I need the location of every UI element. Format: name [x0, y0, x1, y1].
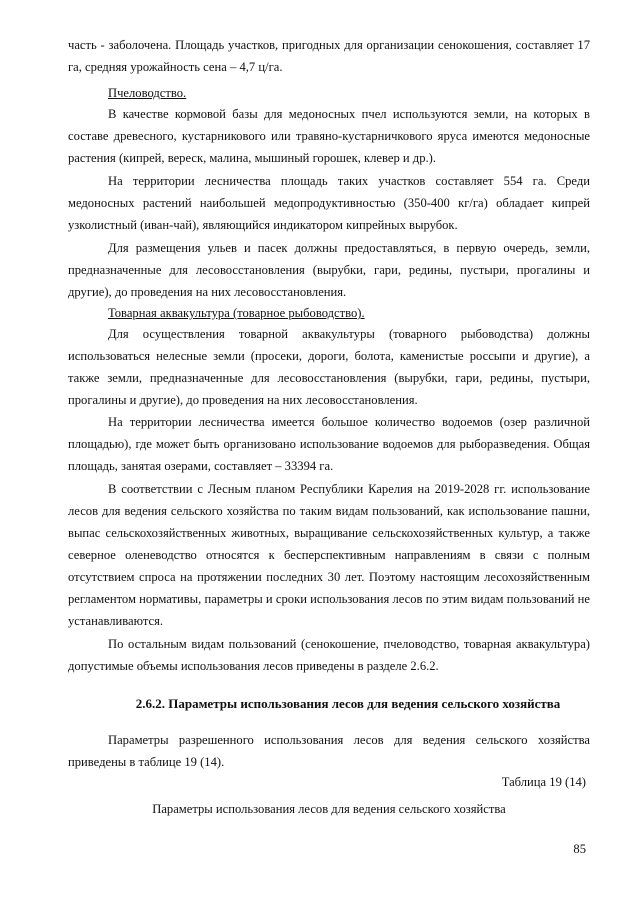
paragraph-bee-area: На территории лесничества площадь таких участков составляет 554 га. Среди медоносных растений наибольшей медопродуктивностью (350-400 кг/га) обладает кипрей узколистный (иван-чай), являющийся индикатором кипрейных вырубок.	[68, 174, 590, 232]
table-number: Таблица 19 (14)	[501, 775, 586, 789]
heading-beekeeping: Пчеловодство.	[108, 86, 187, 100]
paragraph-water-bodies: На территории лесничества имеется большое количество водоемов (озер различной площадью), где может быть организовано использование водоемов для рыборазведения. Общая площадь, занятая озерами, составляет – 33394 га.	[68, 415, 590, 473]
table-title: Параметры использования лесов для ведения сельского хозяйства	[152, 802, 506, 816]
heading-aquaculture: Товарная аквакультура (товарное рыбоводство).	[108, 306, 365, 320]
paragraph-bee-forage: В качестве кормовой базы для медоносных пчел используются земли, на которых в составе древесного, кустарникового или травяно-кустарничкового яруса имеются медоносные растения (кипрей, вереск, малина, мышиный горошек, клевер и др.).	[68, 107, 590, 165]
section-title: 2.6.2. Параметры использования лесов для ведения сельского хозяйства	[135, 696, 561, 711]
paragraph-hive-placement: Для размещения ульев и пасек должны предоставляться, в первую очередь, земли, предназначенные для лесовосстановления (вырубки, гари, редины, пустыри, прогалины и другие), до проведения на них лесовосстановления.	[68, 241, 590, 299]
paragraph-forest-plan: В соответствии с Лесным планом Республики Карелия на 2019-2028 гг. использование лесов для ведения сельского хозяйства по таким видам пользований, как использование пашни, выпас сельскохозяйственных животных, выращивание сельскохозяйственных культур, а также северное оленеводство относятся к бесперспективным направлениям в связи с полным отсутствием спроса на протяжении последних 30 лет. Поэтому настоящим лесохозяйственным регламентом нормативы, параметры и сроки использования лесов по этим видам пользований не устанавливаются.	[68, 482, 590, 628]
paragraph-aquaculture-lands: Для осуществления товарной аквакультуры (товарного рыбоводства) должны использоваться нелесные земли (просеки, дороги, болота, каменистые россыпи и другие), а также земли, предназначенные для лесовосстановления (вырубки, гари, редины, пустыри, прогалины и другие), до проведения на них лесовосстановления.	[68, 327, 590, 407]
paragraph-hay-continuation: часть - заболочена. Площадь участков, пригодных для организации сенокошения, составляет 17 га, средняя урожайность сена – 4,7 ц/га.	[68, 38, 590, 74]
section-intro: Параметры разрешенного использования лесов для ведения сельского хозяйства приведены в таблице 19 (14).	[68, 733, 590, 769]
page-number: 85	[573, 842, 586, 856]
paragraph-other-uses: По остальным видам пользований (сенокошение, пчеловодство, товарная аквакультура) допустимые объемы использования лесов приведены в разделе 2.6.2.	[68, 637, 590, 673]
